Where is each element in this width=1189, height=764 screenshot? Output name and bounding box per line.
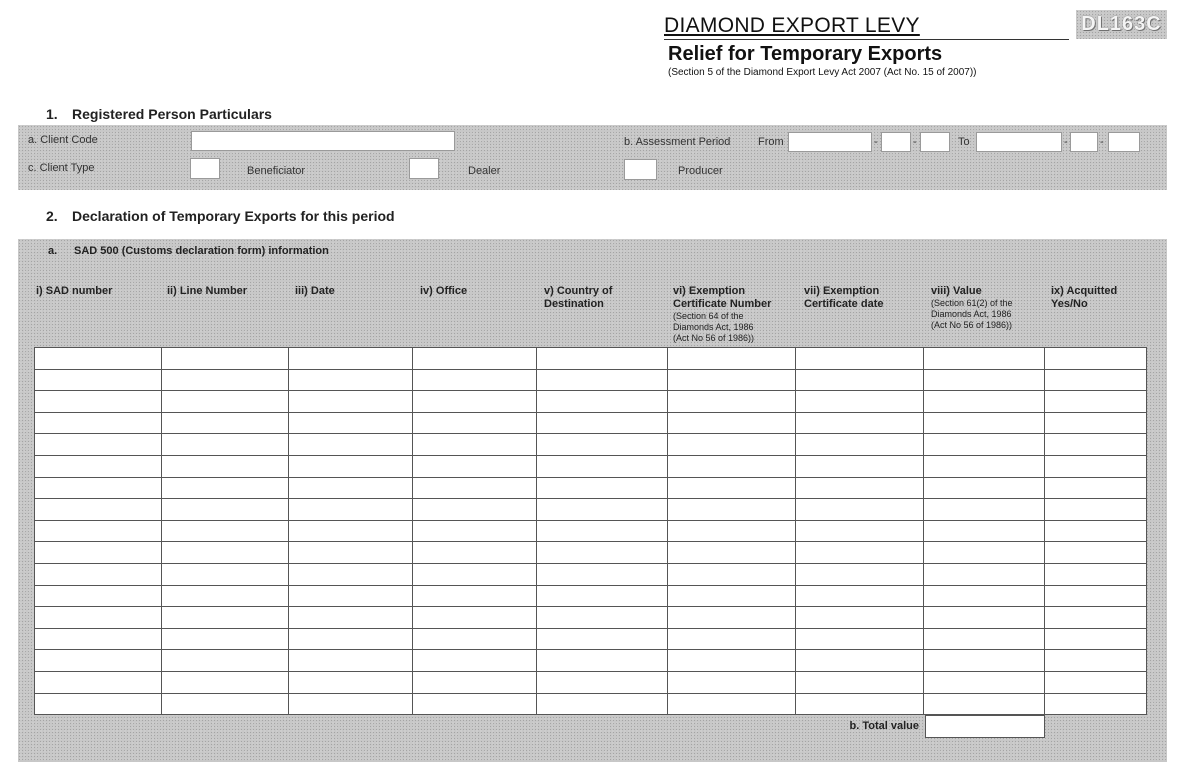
period-to-day-input[interactable] [1108,132,1140,152]
column-label: iv) Office [420,285,468,297]
cell-line-number[interactable] [162,434,289,456]
cell-cert-number[interactable] [668,348,796,370]
cell-sad-number[interactable] [35,348,162,370]
cell-country[interactable] [537,520,668,542]
cell-sad-number[interactable] [35,477,162,499]
cell-acquitted[interactable] [1045,650,1147,672]
cell-office[interactable] [413,607,537,629]
cell-country[interactable] [537,542,668,564]
form-legal-reference: (Section 5 of the Diamond Export Levy Act 2007 (Act No. 15 of 2007)) [668,67,977,78]
cell-office[interactable] [413,434,537,456]
cell-date[interactable] [289,650,413,672]
cell-acquitted[interactable] [1045,348,1147,370]
table-row [35,412,1147,434]
table-row [35,628,1147,650]
date-separator: - [1064,136,1068,148]
assessment-period-label: b. Assessment Period [624,136,731,148]
column-header-exemption-certificate-date [804,285,914,311]
cell-value[interactable] [924,369,1045,391]
cell-country[interactable] [537,585,668,607]
section2-title: Declaration of Temporary Exports for this period [72,208,395,224]
cell-sad-number[interactable] [35,520,162,542]
cell-cert-number[interactable] [668,477,796,499]
cell-cert-date[interactable] [796,391,924,413]
cell-country[interactable] [537,391,668,413]
cell-sad-number[interactable] [35,607,162,629]
cell-cert-date[interactable] [796,412,924,434]
column-label: iii) Date [295,285,335,297]
cell-value[interactable] [924,499,1045,521]
sad500-subheading [48,245,329,257]
cell-date[interactable] [289,693,413,715]
cell-date[interactable] [289,348,413,370]
table-row [35,542,1147,564]
cell-value[interactable] [924,628,1045,650]
cell-date[interactable] [289,455,413,477]
cell-cert-date[interactable] [796,671,924,693]
cell-country[interactable] [537,455,668,477]
cell-value[interactable] [924,520,1045,542]
cell-cert-date[interactable] [796,348,924,370]
cell-acquitted[interactable] [1045,607,1147,629]
subsection-number: a. [48,245,58,257]
cell-country[interactable] [537,348,668,370]
cell-office[interactable] [413,412,537,434]
cell-cert-number[interactable] [668,607,796,629]
cell-value[interactable] [924,434,1045,456]
cell-cert-date[interactable] [796,607,924,629]
cell-sad-number[interactable] [35,499,162,521]
declaration-table-body [35,348,1147,715]
form-code-badge: DL163C [1076,10,1167,39]
cell-value[interactable] [924,607,1045,629]
cell-cert-number[interactable] [668,391,796,413]
subsection-title: SAD 500 (Customs declaration form) information [74,245,329,257]
dealer-label: Dealer [468,165,501,177]
cell-office[interactable] [413,499,537,521]
cell-country[interactable] [537,671,668,693]
cell-acquitted[interactable] [1045,563,1147,585]
cell-date[interactable] [289,542,413,564]
cell-cert-number[interactable] [668,585,796,607]
cell-office[interactable] [413,650,537,672]
cell-country[interactable] [537,607,668,629]
cell-office[interactable] [413,520,537,542]
column-header-office [420,285,530,298]
period-from-month-input[interactable] [881,132,911,152]
cell-country[interactable] [537,693,668,715]
cell-value[interactable] [924,671,1045,693]
period-to-year-input[interactable] [976,132,1062,152]
registered-person-panel [18,125,1167,190]
cell-office[interactable] [413,477,537,499]
cell-office[interactable] [413,585,537,607]
column-label: i) SAD number [36,285,113,297]
column-label: vi) Exemption Certificate Number [673,285,772,310]
cell-value[interactable] [924,477,1045,499]
cell-acquitted[interactable] [1045,391,1147,413]
cell-value[interactable] [924,563,1045,585]
cell-cert-date[interactable] [796,628,924,650]
cell-office[interactable] [413,369,537,391]
cell-cert-date[interactable] [796,477,924,499]
cell-date[interactable] [289,607,413,629]
cell-date[interactable] [289,585,413,607]
cell-line-number[interactable] [162,455,289,477]
cell-cert-number[interactable] [668,693,796,715]
cell-cert-number[interactable] [668,563,796,585]
title-underline-rule [664,39,1069,40]
dealer-checkbox[interactable] [409,158,439,179]
cell-cert-number[interactable] [668,369,796,391]
cell-cert-number[interactable] [668,542,796,564]
cell-sad-number[interactable] [35,650,162,672]
table-row [35,563,1147,585]
cell-office[interactable] [413,563,537,585]
table-row [35,369,1147,391]
cell-office[interactable] [413,348,537,370]
cell-country[interactable] [537,628,668,650]
table-row [35,455,1147,477]
cell-cert-date[interactable] [796,520,924,542]
cell-cert-date[interactable] [796,434,924,456]
column-label: vii) Exemption Certificate date [804,285,884,310]
cell-line-number[interactable] [162,520,289,542]
cell-acquitted[interactable] [1045,520,1147,542]
cell-cert-date[interactable] [796,693,924,715]
cell-line-number[interactable] [162,628,289,650]
cell-date[interactable] [289,477,413,499]
producer-checkbox[interactable] [624,159,657,180]
column-header-exemption-certificate-number [673,285,791,344]
cell-line-number[interactable] [162,477,289,499]
cell-acquitted[interactable] [1045,369,1147,391]
cell-acquitted[interactable] [1045,693,1147,715]
cell-acquitted[interactable] [1045,628,1147,650]
table-row [35,607,1147,629]
cell-sad-number[interactable] [35,412,162,434]
total-value-input[interactable] [925,715,1045,738]
cell-sad-number[interactable] [35,585,162,607]
cell-sad-number[interactable] [35,693,162,715]
cell-sad-number[interactable] [35,391,162,413]
cell-line-number[interactable] [162,499,289,521]
cell-cert-number[interactable] [668,650,796,672]
date-separator: - [874,136,878,148]
cell-date[interactable] [289,369,413,391]
cell-country[interactable] [537,563,668,585]
cell-line-number[interactable] [162,693,289,715]
date-separator: - [913,136,917,148]
cell-sad-number[interactable] [35,369,162,391]
cell-acquitted[interactable] [1045,499,1147,521]
client-code-input[interactable] [191,131,455,151]
period-to-month-input[interactable] [1070,132,1098,152]
period-from-day-input[interactable] [920,132,950,152]
client-type-label: c. Client Type [28,162,95,174]
period-from-label: From [758,136,784,148]
table-row [35,585,1147,607]
column-header-value [931,285,1031,331]
form-title: DIAMOND EXPORT LEVY [664,14,920,37]
table-row [35,671,1147,693]
period-from-year-input[interactable] [788,132,872,152]
table-row [35,693,1147,715]
section2-number: 2. [46,208,58,224]
period-to-label: To [958,136,970,148]
cell-country[interactable] [537,477,668,499]
cell-date[interactable] [289,499,413,521]
column-label: ii) Line Number [167,285,248,297]
cell-line-number[interactable] [162,412,289,434]
cell-cert-number[interactable] [668,455,796,477]
cell-country[interactable] [537,412,668,434]
cell-cert-date[interactable] [796,542,924,564]
producer-label: Producer [678,165,723,177]
table-row [35,348,1147,370]
cell-cert-date[interactable] [796,499,924,521]
beneficiator-label: Beneficiator [247,165,306,177]
date-separator: - [1100,136,1104,148]
cell-acquitted[interactable] [1045,542,1147,564]
cell-date[interactable] [289,434,413,456]
cell-value[interactable] [924,412,1045,434]
cell-line-number[interactable] [162,542,289,564]
column-note: (Section 64 of the Diamonds Act, 1986 (Act No 56 of 1986)) [673,311,755,343]
section1-number: 1. [46,106,58,122]
beneficiator-checkbox[interactable] [190,158,220,179]
cell-sad-number[interactable] [35,455,162,477]
form-subtitle: Relief for Temporary Exports [668,43,943,65]
section1-heading [46,106,272,122]
cell-cert-number[interactable] [668,434,796,456]
cell-acquitted[interactable] [1045,412,1147,434]
cell-office[interactable] [413,628,537,650]
column-label: v) Country of Destination [544,285,613,310]
cell-line-number[interactable] [162,391,289,413]
temporary-exports-panel [18,239,1167,762]
cell-cert-date[interactable] [796,585,924,607]
cell-cert-number[interactable] [668,628,796,650]
cell-value[interactable] [924,348,1045,370]
cell-line-number[interactable] [162,369,289,391]
cell-cert-date[interactable] [796,563,924,585]
cell-acquitted[interactable] [1045,477,1147,499]
cell-line-number[interactable] [162,563,289,585]
column-header-country [544,285,644,311]
cell-acquitted[interactable] [1045,434,1147,456]
cell-country[interactable] [537,369,668,391]
cell-cert-number[interactable] [668,499,796,521]
cell-office[interactable] [413,542,537,564]
cell-line-number[interactable] [162,348,289,370]
column-header-date [295,285,405,298]
column-note: (Section 61(2) of the Diamonds Act, 1986 (Act No 56 of 1986)) [931,298,1013,330]
cell-sad-number[interactable] [35,542,162,564]
table-row [35,499,1147,521]
cell-value[interactable] [924,650,1045,672]
section1-title: Registered Person Particulars [72,106,272,122]
cell-date[interactable] [289,671,413,693]
declaration-table [34,347,1147,715]
client-code-label: a. Client Code [28,134,98,146]
cell-office[interactable] [413,671,537,693]
cell-line-number[interactable] [162,671,289,693]
cell-cert-date[interactable] [796,369,924,391]
cell-cert-date[interactable] [796,650,924,672]
cell-sad-number[interactable] [35,628,162,650]
cell-country[interactable] [537,499,668,521]
cell-country[interactable] [537,434,668,456]
table-row [35,520,1147,542]
cell-office[interactable] [413,455,537,477]
cell-value[interactable] [924,585,1045,607]
cell-date[interactable] [289,563,413,585]
cell-value[interactable] [924,391,1045,413]
column-label: ix) Acquitted Yes/No [1051,285,1118,310]
cell-cert-number[interactable] [668,520,796,542]
cell-acquitted[interactable] [1045,585,1147,607]
cell-line-number[interactable] [162,585,289,607]
column-header-sad-number [36,285,161,298]
column-header-acquitted [1051,285,1136,311]
table-row [35,434,1147,456]
cell-date[interactable] [289,391,413,413]
cell-sad-number[interactable] [35,671,162,693]
cell-value[interactable] [924,455,1045,477]
cell-date[interactable] [289,628,413,650]
section2-heading [46,208,395,224]
cell-date[interactable] [289,520,413,542]
cell-value[interactable] [924,693,1045,715]
column-label: viii) Value [931,285,982,297]
total-value-label: b. Total value [849,720,919,732]
cell-cert-date[interactable] [796,455,924,477]
cell-date[interactable] [289,412,413,434]
cell-acquitted[interactable] [1045,455,1147,477]
cell-sad-number[interactable] [35,563,162,585]
column-header-line-number [167,285,287,298]
cell-office[interactable] [413,693,537,715]
cell-acquitted[interactable] [1045,671,1147,693]
cell-cert-number[interactable] [668,671,796,693]
cell-sad-number[interactable] [35,434,162,456]
table-row [35,650,1147,672]
cell-value[interactable] [924,542,1045,564]
cell-line-number[interactable] [162,650,289,672]
cell-cert-number[interactable] [668,412,796,434]
cell-country[interactable] [537,650,668,672]
cell-office[interactable] [413,391,537,413]
cell-line-number[interactable] [162,607,289,629]
table-row [35,391,1147,413]
table-row [35,477,1147,499]
